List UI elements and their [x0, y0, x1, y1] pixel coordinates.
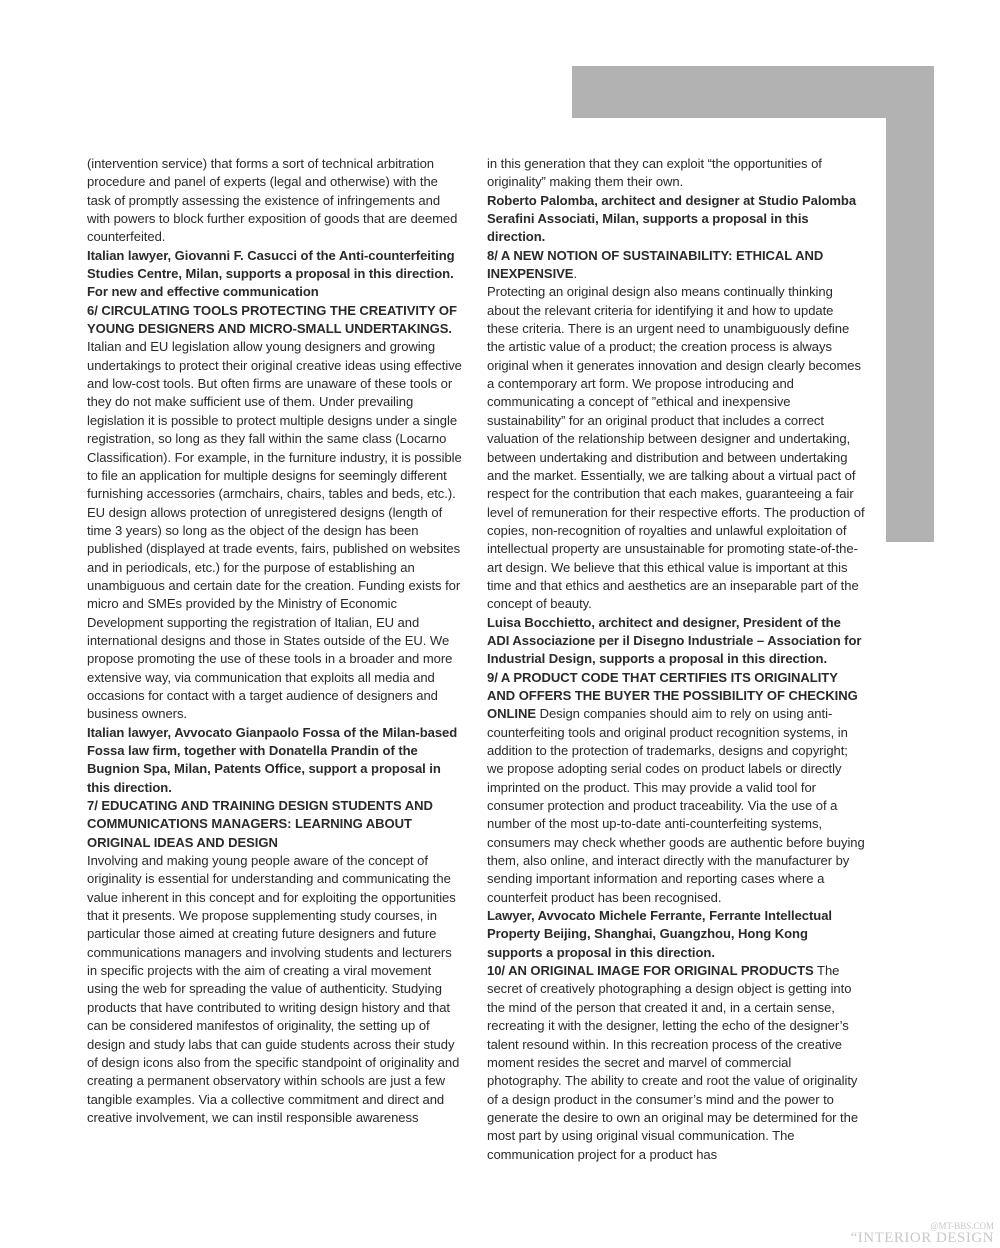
heading-tail: The secret of creatively photographing a design object is getting into the mind of the person that created it and, in a certain sense, recreating it with the designer, letting the echo of the designer’s talent resound within. In this recreation process of the creative moment resides the secret and marvel of commercial photography. The ability to create and root the value of originality of a design product in the consumer’s mind and the power to generate the desire to own an original may be determined for the most part by using original visual communication. The communication project for a product has: [487, 963, 859, 1162]
paragraph: in this generation that they can exploit “the opportunities of originality” making them their own.: [487, 156, 822, 190]
right-column: [487, 155, 865, 1164]
section-heading-10: [487, 962, 865, 1164]
heading-tail: .: [573, 266, 578, 282]
section-heading-6: 6/ CIRCULATING TOOLS PROTECTING THE CREATIVITY OF YOUNG DESIGNERS AND MICRO-SMALL UNDERTAKINGS.: [87, 302, 457, 337]
heading-tail: Design companies should aim to rely on using anti-counterfeiting tools and original product recognition systems, in addition to the protection of trademarks, designs and copyright; we propose adopting serial codes on product labels or directly imprinted on the product. This may provide a valid tool for consumer protection and product traceability. Via the use of a number of the most up-to-date anti-counterfeiting systems, consumers may check whether goods are authentic before buying them, also online, and interact directly with the manufacturer by sending important information and reporting cases where a counterfeit product has been recognised.: [487, 706, 865, 905]
header-gray-band: [572, 66, 934, 118]
attribution: Luisa Bocchietto, architect and designer, President of the ADI Associazione per il Disegno Industriale – Association for Industrial Design, supports a proposal in this direction.: [487, 614, 862, 667]
section-heading-8: [487, 247, 865, 284]
left-column: [87, 155, 465, 1127]
heading-text: 8/ A NEW NOTION OF SUSTAINABILITY: ETHICAL AND INEXPENSIVE: [487, 247, 824, 282]
attribution: Italian lawyer, Giovanni F. Casucci of the Anti-counterfeiting Studies Centre, Milan, supports a proposal in this direction.: [87, 247, 455, 282]
paragraph: Italian and EU legislation allow young designers and growing undertakings to protect their original creative ideas using effective and low-cost tools. But often firms are unaware of these tools or they do not make sufficient use of them. Under prevailing legislation it is possible to protect multiple designs under a single registration, so long as they fall within the same class (Locarno Classification). For example, in the furniture industry, it is possible to file an application for multiple designs for seemingly different furnishing accessories (armchairs, chairs, tables and beds, etc.). EU design allows protection of unregistered designs (length of time 3 years) so long as the object of the design has been published (displayed at trade events, fairs, published on websites and in periodicals, etc.) for the purpose of establishing an unambiguous and certain date for the creation. Funding exists for micro and SMEs provided by the Ministry of Economic Development supporting the registration of Italian, EU and international designs and those in States outside of the EU. We propose promoting the use of these tools in a broader and more extensive way, via communication that exploits all media and occasions for contact with a target audience of designers and business owners.: [87, 339, 462, 722]
paragraph: (intervention service) that forms a sort of technical arbitration procedure and panel of experts (legal and otherwise) with the task of promptly assessing the existence of infringements and with powers to block further exposition of goods that are deemed counterfeited.: [87, 156, 458, 245]
paragraph: Involving and making young people aware of the concept of originality is essential for understanding and communicating the value inherent in this concept and for exploiting the opportunities that it presents. We propose supplementing study courses, in particular those aimed at creating future designers and future communications managers and involving students and lecturers in specific projects with the aim of creating a viral movement using the web for spreading the value of authenticity. Studying products that have contributed to writing design history and that can be considered manifestos of originality, the setting up of design and study labs that can guide students across their study of design icons also from the specific standpoint of originality and creating a permanent observatory within schools are just a few tangible examples. Via a collective commitment and direct and creative involvement, we can instil responsible awareness: [87, 853, 460, 1125]
attribution: Lawyer, Avvocato Michele Ferrante, Ferrante Intellectual Property Beijing, Shanghai, Guangzhou, Hong Kong supports a proposal in this direction.: [487, 908, 833, 960]
watermark: [851, 1222, 994, 1246]
paragraph: Protecting an original design also means continually thinking about the relevant criteria for identifying it and how to update these criteria. There is an urgent need to unambiguously define the artistic value of a product; the creation process is always original when it generates innovation and design clearly becomes a contemporary art form. We propose introducing and communicating a concept of ”ethical and inexpensive sustainability” for an original product that includes a correct valuation of the relationship between designer and undertaking, between undertaking and distribution and between undertaking and the market. Essentially, we are talking about a virtual pact of respect for the contribution that each makes, guaranteeing a fair level of remuneration for their respective efforts. The production of copies, non-recognition of royalties and unlawful exploitation of intellectual property are unsustainable for promoting state-of-the-art design. We believe that this ethical value is important at this time and that ethics and aesthetics are an inseparable part of the concept of beauty.: [487, 284, 865, 612]
watermark-small: @MT-BBS.COM: [930, 1221, 994, 1231]
section-intro: For new and effective communication: [87, 284, 319, 300]
attribution: Italian lawyer, Avvocato Gianpaolo Fossa of the Milan-based Fossa law firm, together with Donatella Prandin of the Bugnion Spa, Milan, Patents Office, support a proposal in this direction.: [87, 724, 458, 795]
heading-text: 10/ AN ORIGINAL IMAGE FOR ORIGINAL PRODUCTS: [487, 963, 814, 979]
section-heading-7: 7/ EDUCATING AND TRAINING DESIGN STUDENTS AND COMMUNICATIONS MANAGERS: LEARNING ABOUT ORIGINAL IDEAS AND DESIGN: [87, 798, 433, 850]
attribution: Roberto Palomba, architect and designer at Studio Palomba Serafini Associati, Milan, supports a proposal in this direction.: [487, 192, 857, 245]
watermark-large: “INTERIOR DESIGN: [850, 1230, 994, 1246]
section-heading-9: [487, 669, 865, 907]
heading-text: 9/ A PRODUCT CODE THAT CERTIFIES ITS ORIGINALITY AND OFFERS THE BUYER THE POSSIBILITY OF CHECKING ONLINE: [487, 669, 858, 722]
side-gray-bar: [886, 66, 934, 542]
